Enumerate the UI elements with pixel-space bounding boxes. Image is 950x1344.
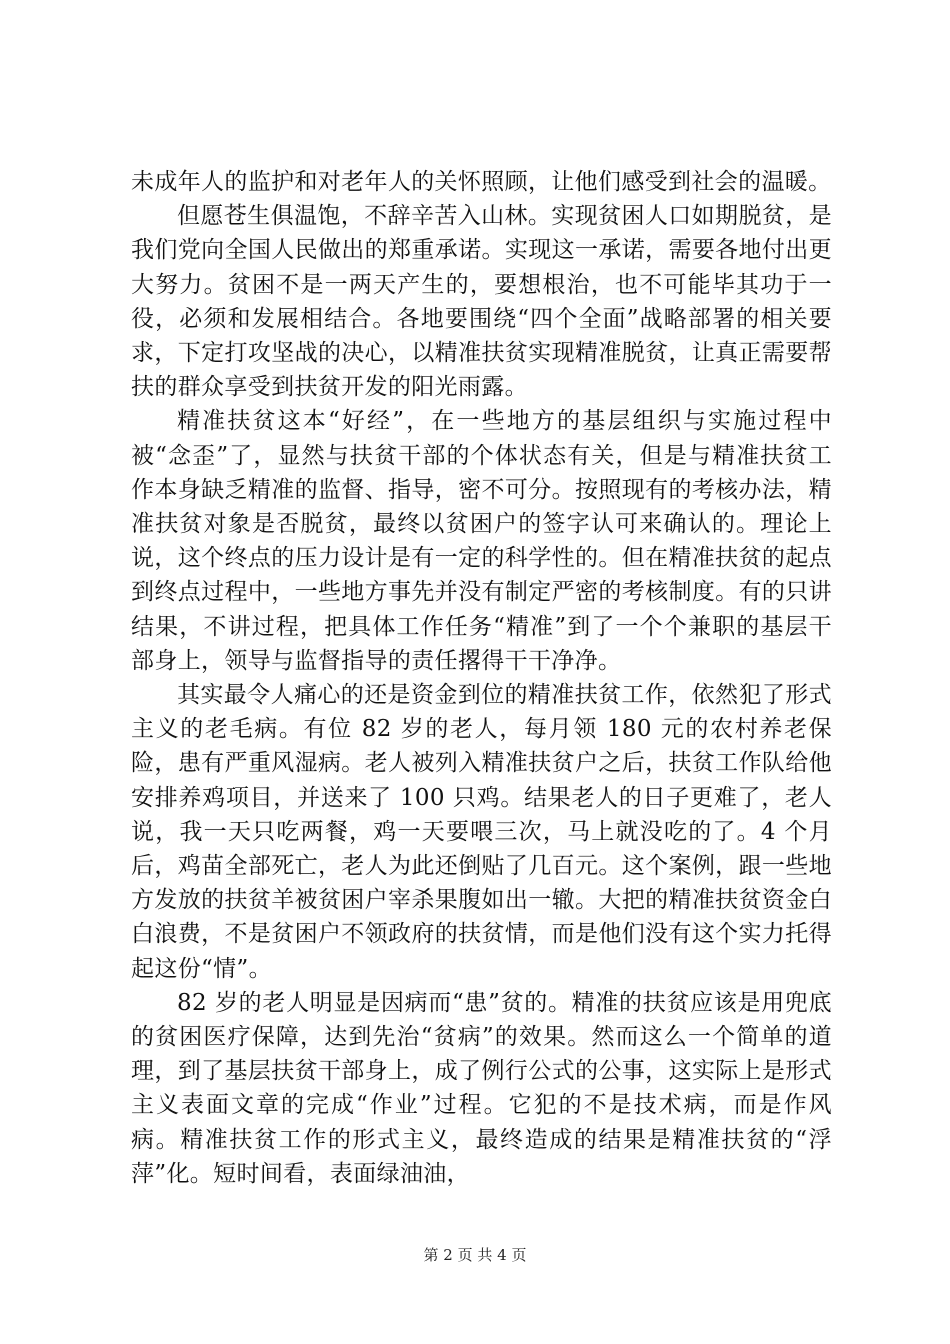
paragraph: 但愿苍生俱温饱，不辞辛苦入山林。实现贫困人口如期脱贫，是我们党向全国人民做出的郑重承诺。实现这一承诺，需要各地付出更大努力。贫困不是一两天产生的，要想根治，也不可能毕其功于一役，必须和发展相结合。各地要围绕“四个全面”战略部署的相关要求，下定打攻坚战的决心，以精准扶贫实现精准脱贫，让真正需要帮扶的群众享受到扶贫开发的阳光雨露。 [131,203,832,401]
paragraph: 82 岁的老人明显是因病而“患”贫的。精准的扶贫应该是用兜底的贫困医疗保障，达到先治“贫病”的效果。然而这么一个简单的道理，到了基层扶贫干部身上，成了例行公式的公事，这实际上是形式主义表面文章的完成“作业”过程。它犯的不是技术病，而是作风病。精准扶贫工作的形式主义，最终造成的结果是精准扶贫的“浮萍”化。短时间看，表面绿油油， [131,989,832,1187]
page-number-footer: 第 2 页 共 4 页 [423,1246,527,1264]
paragraph-continuation: 未成年人的监护和对老年人的关怀照顾，让他们感受到社会的温暖。 [131,169,832,195]
paragraph: 其实最令人痛心的还是资金到位的精准扶贫工作，依然犯了形式主义的老毛病。有位 82 岁的老人，每月领 180 元的农村养老保险，患有严重风湿病。老人被列入精准扶贫户之后，扶贫工作队给他安排养鸡项目，并送来了 100 只鸡。结果老人的日子更难了，老人说，我一天只吃两餐，鸡一天要喂三次，马上就没吃的了。4 个月后，鸡苗全部死亡，老人为此还倒贴了几百元。这个案例，跟一些地方发放的扶贫羊被贫困户宰杀果腹如出一辙。大把的精准扶贫资金白白浪费，不是贫困户不领政府的扶贫情，而是他们没有这个实力托得起这份“情”。 [131,682,832,982]
document-body [131,165,832,1191]
paragraph: 精准扶贫这本“好经”，在一些地方的基层组织与实施过程中被“念歪”了，显然与扶贫干部的个体状态有关，但是与精准扶贫工作本身缺乏精准的监督、指导，密不可分。按照现有的考核办法，精准扶贫对象是否脱贫，最终以贫困户的签字认可来确认的。理论上说，这个终点的压力设计是有一定的科学性的。但在精准扶贫的起点到终点过程中，一些地方事先并没有制定严密的考核制度。有的只讲结果，不讲过程，把具体工作任务“精准”到了一个个兼职的基层干部身上，领导与监督指导的责任撂得干干净净。 [131,408,832,674]
